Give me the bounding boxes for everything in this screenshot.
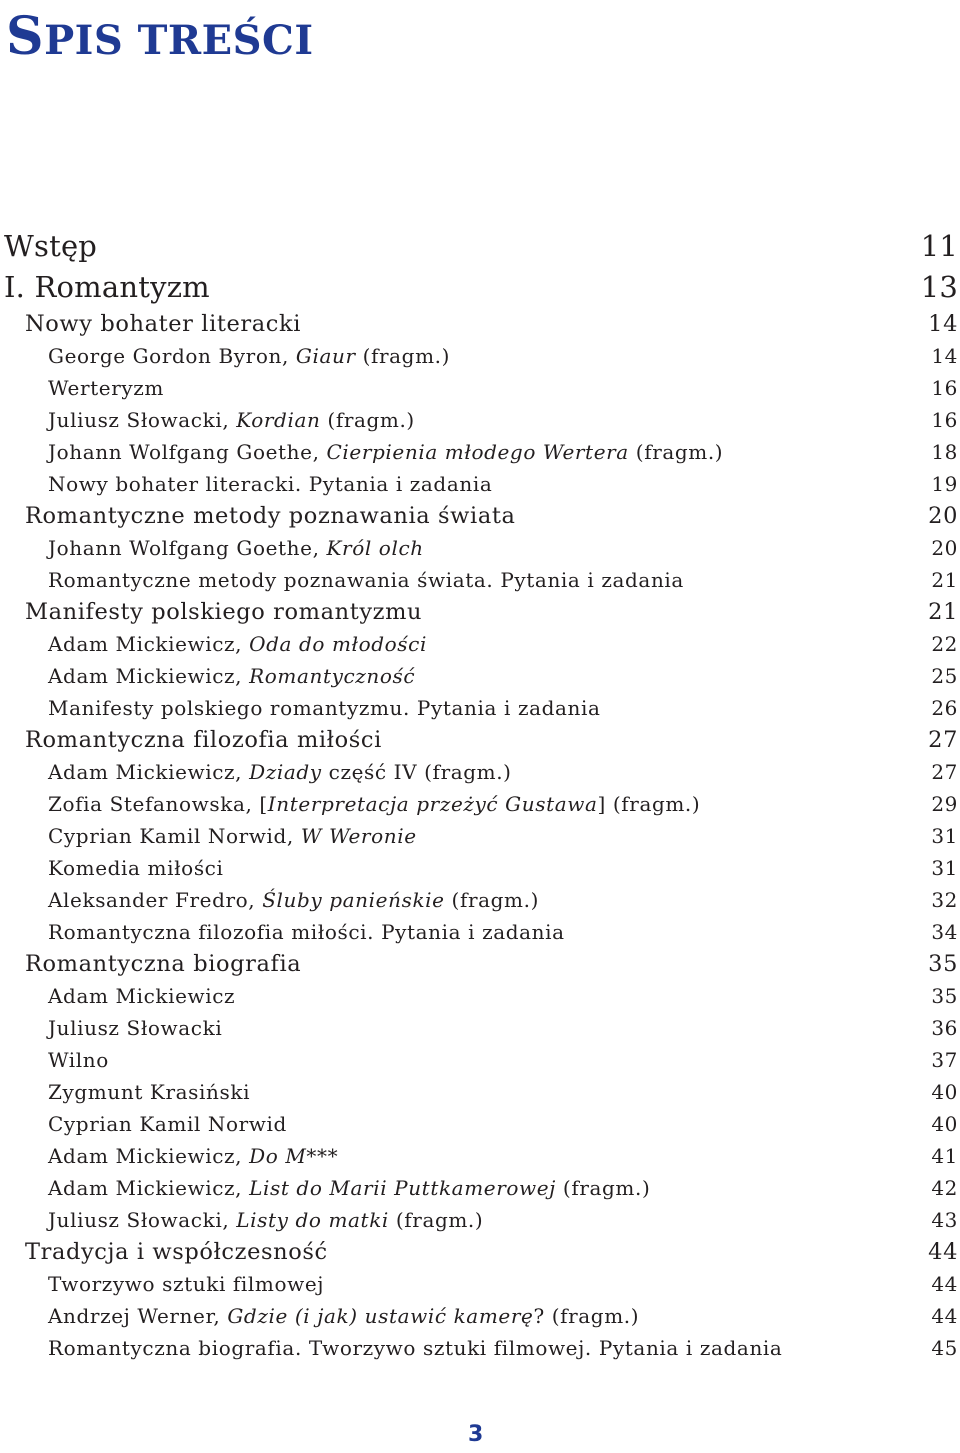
title-rest: PIS TREŚCI [44, 17, 314, 64]
toc-entry-title [25, 951, 301, 977]
toc-entry-page: 13 [920, 270, 958, 304]
toc-entry-title-text: (fragm.) [355, 344, 450, 368]
toc-entry-title [48, 1112, 287, 1136]
toc-entry-title-text: Romantyczna filozofia miłości [25, 727, 382, 753]
toc-entry-page: 42 [931, 1176, 958, 1200]
toc-entry [0, 916, 958, 948]
toc-entry-page: 18 [931, 440, 958, 464]
toc-entry-title [48, 1080, 250, 1104]
toc-entry-title [25, 311, 301, 337]
toc-entry-title-text: Zygmunt Krasiński [48, 1080, 251, 1104]
toc-entry-title-text: Adam Mickiewicz, [48, 664, 250, 688]
toc-entry-page: 44 [928, 1239, 958, 1265]
toc-entry-page: 16 [931, 408, 958, 432]
toc-entry-title [48, 1208, 483, 1232]
toc-entry-title [48, 664, 415, 688]
toc-entry-title-italic: Gdzie (i jak) ustawić kamerę [227, 1304, 534, 1328]
toc-entry-title-text: Manifesty polskiego romantyzmu. Pytania i zadania [48, 696, 601, 720]
toc-entry-title-text: Juliusz Słowacki [48, 1016, 223, 1040]
toc-entry-page: 27 [928, 727, 958, 753]
toc-entry-title-text: Nowy bohater literacki. Pytania i zadania [48, 472, 493, 496]
toc-entry-page: 11 [920, 229, 958, 263]
toc-entry-title-text: Werteryzm [48, 376, 164, 400]
toc-part [0, 267, 958, 308]
toc-entry-title [48, 888, 539, 912]
toc-entry-title-text: (fragm.) [628, 440, 724, 464]
toc-chapter [0, 596, 958, 628]
toc-entry-page: 26 [931, 696, 958, 720]
toc-entry-title [48, 1016, 222, 1040]
toc-entry-title [48, 376, 164, 400]
toc-entry-title-text: Juliusz Słowacki, [48, 408, 237, 432]
toc-entry [0, 1044, 958, 1076]
toc-entry-title [48, 568, 684, 592]
toc-entry-page: 21 [928, 599, 958, 625]
page-title [6, 6, 314, 67]
toc-entry-title [48, 1336, 782, 1360]
toc-entry-page: 27 [931, 760, 958, 784]
toc-entry-title [25, 1239, 328, 1265]
toc-entry-title-text: Adam Mickiewicz, [48, 632, 250, 656]
toc-entry-title-text: Wilno [48, 1048, 109, 1072]
toc-entry-title-italic: Śluby panieńskie [262, 888, 445, 912]
toc-entry [0, 660, 958, 692]
toc-entry-title [48, 632, 427, 656]
toc-entry-title-text: Romantyczna biografia. Tworzywo sztuki filmowej. Pytania i zadania [48, 1336, 783, 1360]
toc-entry [0, 852, 958, 884]
toc-entry-title-text: Juliusz Słowacki, [48, 1208, 237, 1232]
toc-entry [0, 628, 958, 660]
toc-entry-title-text: Adam Mickiewicz, [48, 1144, 250, 1168]
toc-part [0, 226, 958, 267]
toc-entry-page: 45 [931, 1336, 958, 1360]
toc-entry [0, 1076, 958, 1108]
toc-entry-title-text: Cyprian Kamil Norwid, [48, 824, 301, 848]
toc-entry-page: 34 [931, 920, 958, 944]
toc-entry-title [48, 984, 235, 1008]
toc-entry [0, 1172, 958, 1204]
toc-entry-title [48, 760, 512, 784]
toc-entry-page: 29 [931, 792, 958, 816]
toc-entry-page: 35 [928, 951, 958, 977]
toc-entry-title-text: Adam Mickiewicz, [48, 760, 250, 784]
toc-chapter [0, 1236, 958, 1268]
toc-chapter [0, 948, 958, 980]
toc-entry-title-text: (fragm.) [444, 888, 539, 912]
toc-entry-title [25, 599, 422, 625]
toc-entry-title [48, 1176, 650, 1200]
toc-entry-title [48, 920, 565, 944]
toc-entry-title-text: część IV (fragm.) [321, 760, 512, 784]
toc-entry-title-text: Nowy bohater literacki [25, 311, 302, 337]
toc-chapter [0, 500, 958, 532]
toc-entry-title [48, 824, 417, 848]
toc-entry-page: 37 [931, 1048, 958, 1072]
toc-entry-page: 19 [931, 472, 958, 496]
toc-entry [0, 1108, 958, 1140]
toc-entry-page: 44 [931, 1304, 958, 1328]
toc-entry-page: 20 [928, 503, 958, 529]
toc-entry-title-text: Manifesty polskiego romantyzmu [25, 599, 423, 625]
toc-entry-title [25, 503, 516, 529]
toc-entry [0, 788, 958, 820]
toc-entry-page: 36 [931, 1016, 958, 1040]
toc-entry-page: 35 [931, 984, 958, 1008]
toc-entry-title-italic: W Weronie [300, 824, 417, 848]
toc-entry-title-text: Adam Mickiewicz [48, 984, 236, 1008]
toc-chapter [0, 724, 958, 756]
page-number: 3 [468, 1422, 484, 1447]
toc-entry-title-italic: Dziady [249, 760, 322, 784]
toc-entry-page: 40 [931, 1080, 958, 1104]
toc-entry-title-italic: Listy do matki [236, 1208, 389, 1232]
toc-entry-title [48, 1144, 338, 1168]
toc-entry-page: 31 [931, 824, 958, 848]
toc-entry-title-text: Wstęp [4, 229, 98, 263]
toc-entry-title [48, 440, 723, 464]
toc-entry-title-text: Romantyczne metody poznawania świata [25, 503, 516, 529]
toc-entry-title-text: Zofia Stefanowska, [ [48, 792, 268, 816]
toc-entry-title-text: Romantyczna biografia [25, 951, 302, 977]
toc-entry-title [48, 1304, 639, 1328]
toc-entry [0, 404, 958, 436]
toc-entry [0, 436, 958, 468]
toc-entry-page: 40 [931, 1112, 958, 1136]
toc-entry-title-italic: List do Marii Puttkamerowej [249, 1176, 556, 1200]
toc-entry [0, 1140, 958, 1172]
toc-entry [0, 820, 958, 852]
toc-entry-page: 16 [931, 376, 958, 400]
toc-entry-page: 32 [931, 888, 958, 912]
toc-entry-title-text: Komedia miłości [48, 856, 224, 880]
toc-entry [0, 1268, 958, 1300]
toc-entry-title-text: Adam Mickiewicz, [48, 1176, 250, 1200]
toc-entry-title [4, 229, 97, 263]
toc-entry-title-text: George Gordon Byron, [48, 344, 296, 368]
toc-entry-title-text: Tworzywo sztuki filmowej [48, 1272, 325, 1296]
toc-entry-title [48, 408, 415, 432]
toc-entry-title [48, 792, 700, 816]
toc-entry-page: 25 [931, 664, 958, 688]
toc-entry-title-italic: Romantyczność [249, 664, 416, 688]
toc-entry-title [48, 856, 223, 880]
toc-entry [0, 1332, 958, 1364]
toc-entry-page: 31 [931, 856, 958, 880]
toc-entry-title-text: (fragm.) [388, 1208, 484, 1232]
toc-entry [0, 1300, 958, 1332]
toc-entry-title-text: Tradycja i współczesność [25, 1239, 328, 1265]
toc-entry-title-italic: Giaur [295, 344, 356, 368]
toc-entry-page: 43 [931, 1208, 958, 1232]
toc-entry-title [4, 270, 210, 304]
toc-entry [0, 756, 958, 788]
toc-entry [0, 372, 958, 404]
toc-entry [0, 692, 958, 724]
toc-entry-title-text: (fragm.) [555, 1176, 651, 1200]
toc-entry-title [48, 1272, 324, 1296]
toc-entry [0, 564, 958, 596]
toc-entry-title-italic: Do M*** [249, 1144, 339, 1168]
toc-entry-title-text: Andrzej Werner, [48, 1304, 228, 1328]
toc-entry-page: 44 [931, 1272, 958, 1296]
toc-entry-title-text: Johann Wolfgang Goethe, [48, 536, 327, 560]
toc-entry [0, 1204, 958, 1236]
toc-entry-title-italic: Oda do młodości [249, 632, 427, 656]
toc-entry-title-italic: Cierpienia młodego Wertera [326, 440, 629, 464]
toc-entry-page: 22 [931, 632, 958, 656]
toc-entry-title-italic: Kordian [236, 408, 321, 432]
toc-entry [0, 980, 958, 1012]
toc-entry-title-text: (fragm.) [320, 408, 415, 432]
toc-entry-page: 41 [931, 1144, 958, 1168]
toc-entry-title-text: Cyprian Kamil Norwid [48, 1112, 287, 1136]
toc-entry-page: 14 [928, 311, 958, 337]
toc-entry-title [48, 1048, 109, 1072]
toc-entry-page: 14 [931, 344, 958, 368]
toc-entry-title [48, 696, 601, 720]
toc-entry-page: 21 [931, 568, 958, 592]
toc-entry-title [48, 536, 424, 560]
toc-entry-title [48, 472, 492, 496]
toc-chapter [0, 308, 958, 340]
toc-entry-title-text: Romantyczna filozofia miłości. Pytania i zadania [48, 920, 565, 944]
toc-entry [0, 532, 958, 564]
toc-entry-title-italic: Król olch [326, 536, 424, 560]
toc-entry [0, 468, 958, 500]
toc-entry-title-italic: Interpretacja przeżyć Gustawa [267, 792, 598, 816]
toc-entry-title-text: ] (fragm.) [597, 792, 701, 816]
toc-entry-title-text: I. Romantyzm [4, 270, 210, 304]
toc-entry [0, 1012, 958, 1044]
toc-entry [0, 884, 958, 916]
toc-entry-title [48, 344, 450, 368]
toc-entry-title-text: Romantyczne metody poznawania świata. Pytania i zadania [48, 568, 684, 592]
toc-entry-title [25, 727, 382, 753]
toc-entry-title-text: Johann Wolfgang Goethe, [48, 440, 327, 464]
toc-entry-page: 20 [931, 536, 958, 560]
title-initial: S [6, 6, 45, 67]
toc-entry-title-text: Aleksander Fredro, [48, 888, 263, 912]
toc-entry-title-text: ? (fragm.) [533, 1304, 640, 1328]
toc-entry [0, 340, 958, 372]
